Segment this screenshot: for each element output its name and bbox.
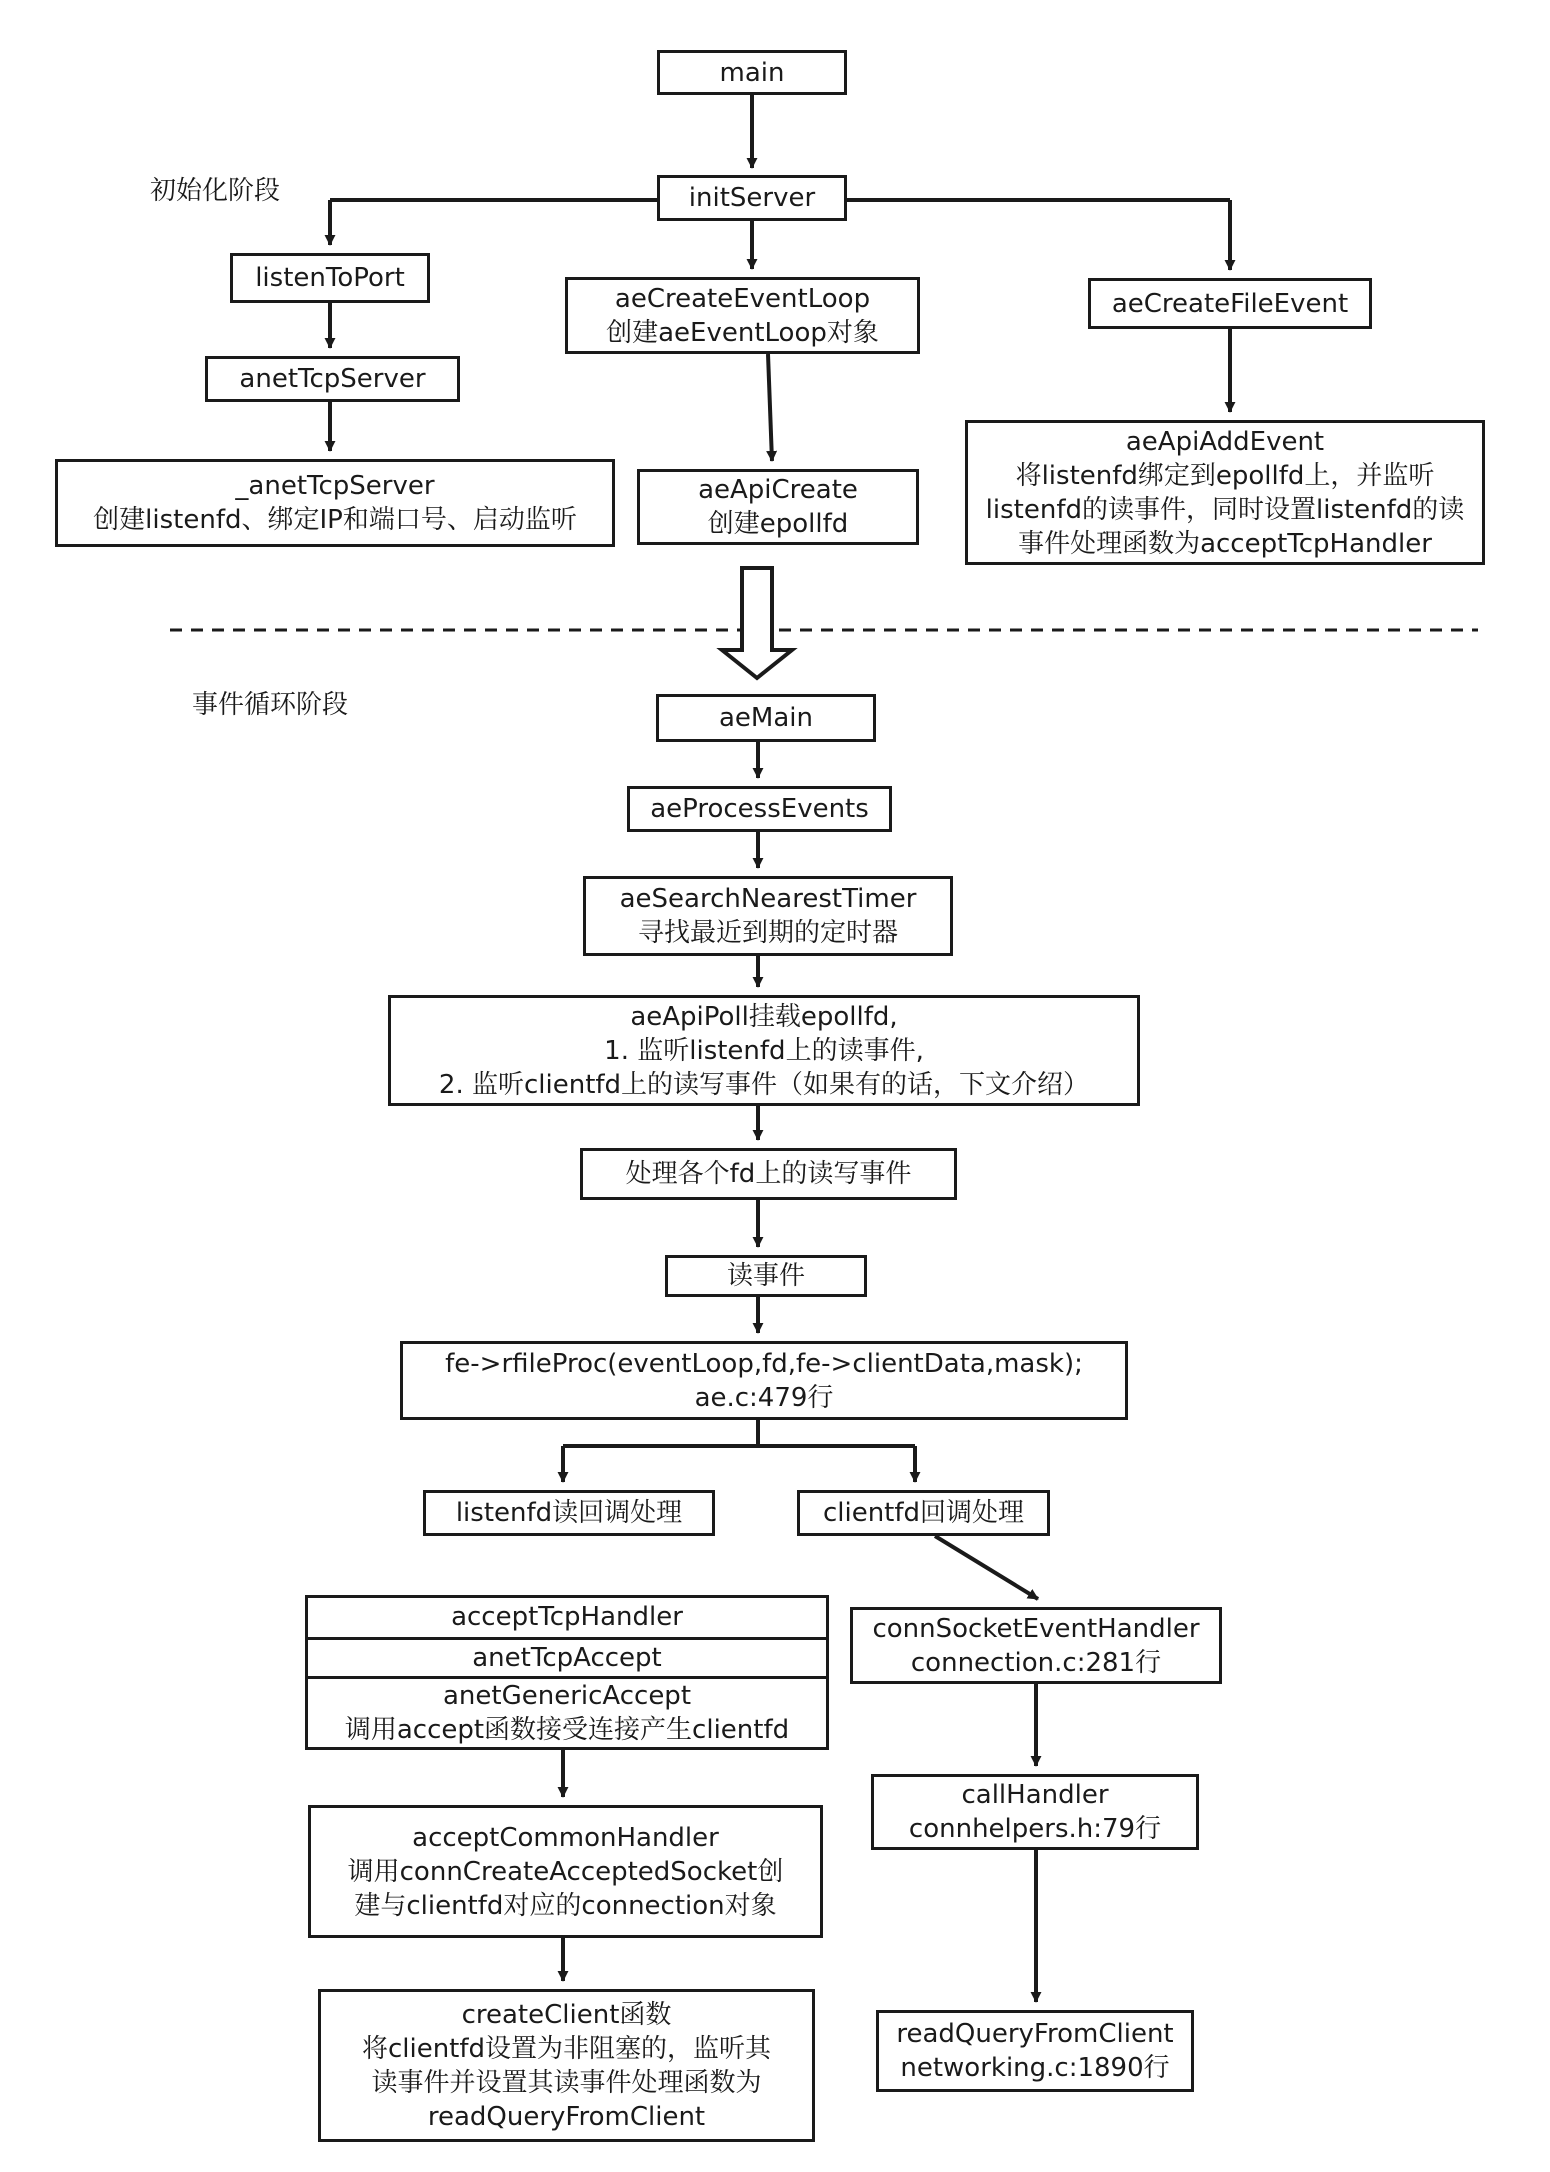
node-read-event	[665, 1255, 867, 1297]
hollow-down-arrow-icon	[722, 568, 792, 678]
node-listenfd-callback	[423, 1490, 715, 1536]
node-rfileproc	[400, 1341, 1128, 1420]
stack-cell	[308, 1676, 826, 1747]
arrow-clientfd-to-connsocketeventhandler	[935, 1536, 1038, 1599]
node-aeapiaddevent	[965, 420, 1485, 565]
node-accept-stack	[305, 1595, 829, 1750]
node-text-line: 将listenfd绑定到epollfd上，并监听	[1015, 460, 1435, 491]
node-createclient	[318, 1989, 815, 2142]
node-text-line: main	[719, 57, 785, 88]
node-text-line: acceptCommonHandler	[412, 1822, 719, 1853]
node-text-line: aeMain	[719, 703, 813, 733]
node-clientfd-callback	[797, 1490, 1050, 1536]
phase-label-loop: 事件循环阶段	[192, 690, 349, 720]
node-text-line: aeCreateFileEvent	[1111, 288, 1349, 319]
node-text-line: initServer	[688, 183, 816, 213]
node-text-line: callHandler	[961, 1780, 1109, 1810]
node-text-line: anetTcpServer	[239, 364, 426, 394]
node-text-line: 调用accept函数接受连接产生clientfd	[344, 1715, 790, 1745]
node-text-line: connection.c:281行	[910, 1647, 1162, 1678]
node-text-line: networking.c:1890行	[900, 2053, 1170, 2083]
node-anettcpserver-impl	[55, 459, 615, 547]
node-text-line: aeApiCreate	[698, 475, 858, 505]
node-anettcpserver	[205, 356, 460, 402]
node-text-line: 创建aeEventLoop对象	[606, 317, 879, 348]
node-callhandler	[871, 1774, 1199, 1850]
node-text-line: createClient函数	[461, 1999, 672, 2030]
node-text-line: 读事件	[726, 1261, 805, 1291]
node-listentoport	[230, 253, 430, 303]
node-text-line: connSocketEventHandler	[872, 1613, 1200, 1644]
node-text-line: clientfd回调处理	[822, 1498, 1025, 1528]
node-text-line: 将clientfd设置为非阻塞的，监听其	[361, 2033, 772, 2064]
node-text-line: 创建epollfd	[707, 509, 849, 539]
node-text-line: 读事件并设置其读事件处理函数为	[371, 2067, 762, 2098]
node-text-line: 创建listenfd、绑定IP和端口号、启动监听	[93, 505, 577, 535]
node-main	[657, 50, 847, 95]
stack-cell	[308, 1637, 826, 1676]
node-text-line: listenToPort	[255, 263, 405, 293]
node-aecreatefileevent	[1088, 278, 1372, 329]
stack-cell	[308, 1598, 826, 1637]
node-text-line: readQueryFromClient	[896, 2019, 1174, 2049]
node-text-line: 处理各个fd上的读写事件	[625, 1159, 912, 1189]
node-text-line: anetTcpAccept	[472, 1642, 662, 1673]
node-aesearchnearesttimer	[583, 876, 953, 956]
arrow-aecreateeventloop-to-aeapicreate	[768, 354, 772, 461]
node-aeprocessevents	[627, 786, 892, 832]
node-text-line: fe->rfileProc(eventLoop,fd,fe->clientData,mask);	[445, 1348, 1083, 1379]
node-text-line: aeProcessEvents	[650, 794, 869, 824]
node-text-line: ae.c:479行	[694, 1382, 834, 1413]
node-text-line: aeApiAddEvent	[1125, 426, 1325, 457]
node-text-line: 建与clientfd对应的connection对象	[354, 1890, 777, 1921]
node-acceptcommonhandler	[308, 1805, 823, 1938]
node-text-line: aeCreateEventLoop	[614, 283, 871, 314]
node-aecreateeventloop	[565, 277, 920, 354]
node-readqueryfromclient	[876, 2010, 1194, 2092]
node-process-fd-events	[580, 1148, 957, 1200]
node-text-line: 调用connCreateAcceptedSocket创	[347, 1856, 784, 1887]
node-text-line: 2. 监听clientfd上的读写事件（如果有的话，下文介绍）	[438, 1069, 1090, 1100]
node-text-line: _anetTcpServer	[235, 471, 435, 501]
node-text-line: anetGenericAccept	[442, 1681, 692, 1711]
node-text-line: connhelpers.h:79行	[908, 1814, 1162, 1844]
node-text-line: acceptTcpHandler	[451, 1602, 683, 1633]
node-text-line: 寻找最近到期的定时器	[637, 918, 898, 948]
node-text-line: aeSearchNearestTimer	[619, 884, 917, 914]
node-aemain	[656, 694, 876, 742]
node-text-line: 1. 监听listenfd上的读事件,	[604, 1035, 924, 1066]
node-text-line: listenfd的读事件，同时设置listenfd的读	[985, 494, 1465, 525]
node-aeapipoll	[388, 995, 1140, 1106]
node-text-line: listenfd读回调处理	[455, 1498, 683, 1528]
node-text-line: readQueryFromClient	[427, 2101, 706, 2132]
phase-label-init: 初始化阶段	[150, 176, 281, 206]
node-initserver	[657, 175, 847, 221]
node-text-line: 事件处理函数为acceptTcpHandler	[1018, 528, 1432, 559]
node-text-line: aeApiPoll挂载epollfd,	[630, 1001, 898, 1032]
node-aeapicreate	[637, 469, 919, 545]
node-connsocketeventhandler	[850, 1607, 1222, 1684]
